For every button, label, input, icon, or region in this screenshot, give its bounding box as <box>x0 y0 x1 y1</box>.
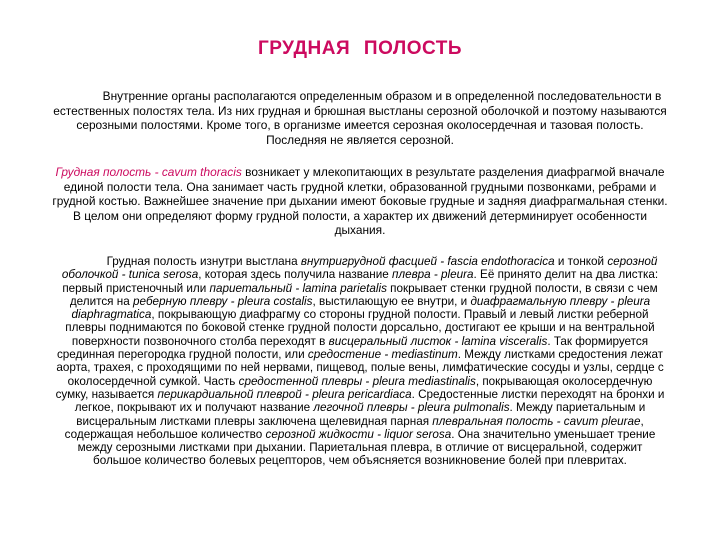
text-run: . Так формируется срединная перегородка грудной полости, или <box>56 334 649 362</box>
text-run: . Она значительно уменьшает трение между серозными листками при дыхании. Париетальная плевра, в отличие от висцеральной, содержит большое количество болевых рецепторов, чем объясняется возникновение болей при плевритах. <box>77 427 656 468</box>
latin-term: серозной жидкости - liquor serosa <box>265 427 452 441</box>
text-run: . Между листками средостения лежат аорта, трахея, с проходящими по ней нервами, пищевод, полые вены, лимфатические сосуды и узлы, сердце с околосердечной сумкой. Часть <box>56 348 664 388</box>
text-run: . Её принято делит на два листка: первый пристеночный или <box>62 268 659 295</box>
latin-term: серозной оболочкой - tunica serosa <box>61 255 658 282</box>
paragraph-thoracic-cavity <box>52 165 668 238</box>
text-run: . Средостенные листки переходят на бронхи и легкое, покрывают их и получают название <box>74 387 665 415</box>
text-run: , выстилающую ее внутри, и <box>312 294 471 308</box>
latin-term: средостение - mediastinum <box>307 348 458 362</box>
latin-term: плевральная полость - cavum pleurae <box>432 414 641 428</box>
latin-term: внутригрудной фасцией - fascia endothoracica <box>300 255 555 268</box>
latin-term: реберную плевру - pleura costalis <box>132 294 313 308</box>
paragraph-intro <box>52 89 668 147</box>
latin-term: диафрагмальную плевру - pleura diaphragmatica <box>71 294 651 322</box>
paragraph-pleura <box>52 255 668 468</box>
slide-title: ГРУДНАЯ ПОЛОСТЬ <box>257 38 463 59</box>
latin-term: перикардиальной плеврой - pleura pericardiaca <box>157 387 412 401</box>
text-run: . Между париетальным и висцеральным листками плевры заключена щелевидная парная <box>76 401 646 428</box>
text-run: , содержащая небольшое количество <box>64 414 644 441</box>
latin-term: висцеральный листок - lamina visceralis <box>328 334 548 348</box>
text-run: , которая здесь получила название <box>198 268 393 282</box>
highlighted-term: Грудная полость - cavum thoracis <box>55 165 242 179</box>
text-run: , покрывающая околосердечную сумку, называется <box>55 374 653 401</box>
latin-term: плевра - pleura <box>392 268 474 282</box>
text-run: покрывает стенки грудной полости, в связи с чем делится на <box>69 281 658 308</box>
text-run: , покрывающую диафрагму со стороны грудной полости. Правый и левый листки реберной плевры поднимаются по боковой стенке грудной полости дорсально, достигают ее крыши и на вентральной поверхности позвоночного столба переходят в <box>65 308 655 348</box>
paragraph-thoracic-cavity-text: возникает у млекопитающих в результате разделения диафрагмой вначале единой полости тела. Она занимает часть грудной клетки, образованной грудными позвонками, ребрами и грудной костью. Важнейшее значение при дыхании имеют боковые грудные и задняя диафрагмальная стенки. В целом они определяют форму грудной полости, а характер их движений детерминирует особенности дыхания. <box>52 165 668 238</box>
paragraph-intro-text: Внутренние органы располагаются определенным образом и в определенной последовательности в естественных полостях тела. Из них грудная и брюшная выстланы серозной оболочкой и поэтому называются серозными полостями. Кроме того, в организме имеется серозная околосердечная и тазовая полость. Последняя не является серозной. <box>53 89 667 147</box>
text-run: и тонкой <box>554 255 608 268</box>
text-run: Грудная полость изнутри выстлана <box>106 255 301 268</box>
latin-term: париетальный - lamina parietalis <box>209 281 387 295</box>
latin-term: легочной плевры - pleura pulmonalis <box>313 401 510 415</box>
latin-term: средостенной плевры - pleura mediastinalis <box>238 374 476 388</box>
